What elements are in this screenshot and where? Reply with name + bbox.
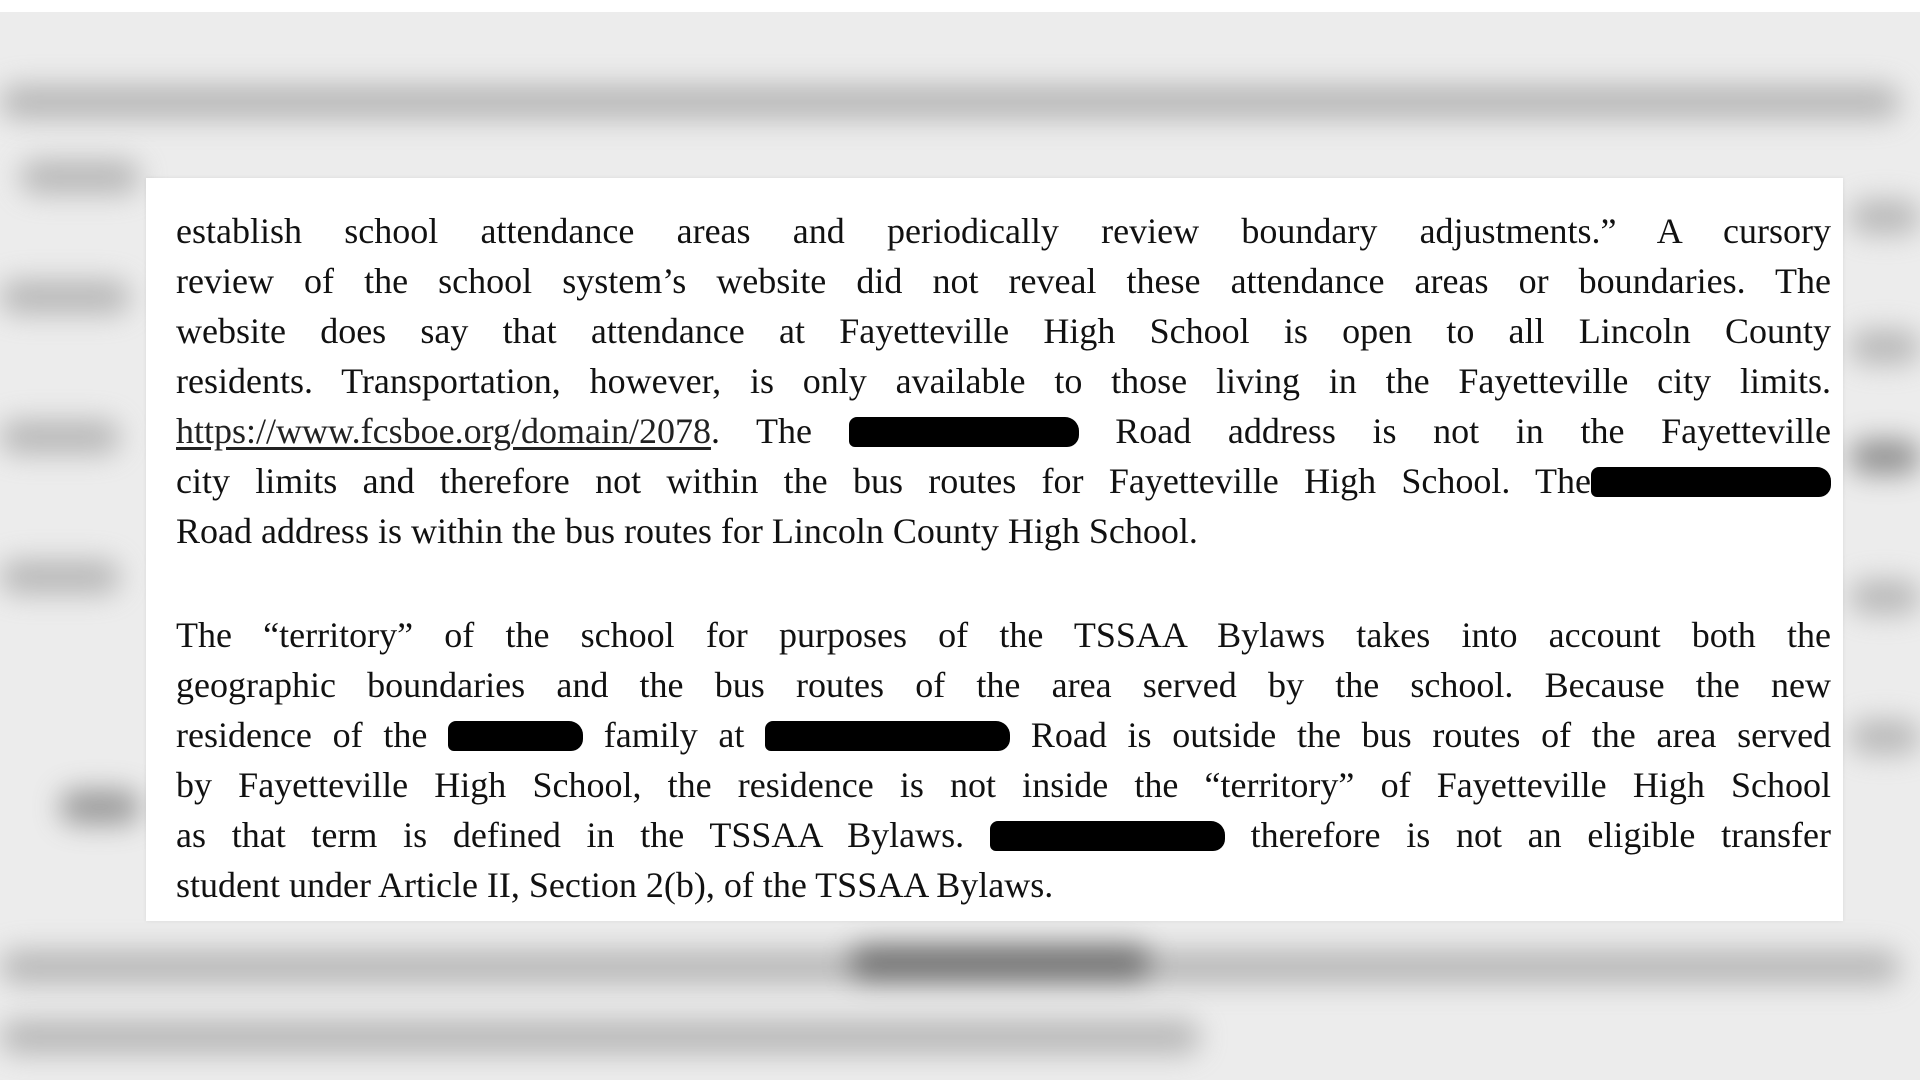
redaction-mark [765,721,1010,751]
paragraph-territory [176,610,1831,910]
text-line: residents. Transportation, however, is only available to those living in the Fayetteville city limits. [176,361,1831,401]
paragraph-attendance-areas [176,206,1831,556]
text-line: review of the school system’s website did not reveal these attendance areas or boundaries. The [176,261,1831,301]
text-line: The “territory” of the school for purposes of the TSSAA Bylaws takes into account both the [176,615,1831,655]
redaction-mark [849,417,1079,447]
text-fragment: family at [603,715,745,755]
blurred-line [0,280,130,314]
text-fragment: as that term is defined in the TSSAA Bylaws. [176,815,965,855]
text-line [176,810,1831,860]
redaction-mark [448,721,583,751]
document-excerpt [146,178,1843,921]
blurred-line [60,790,140,824]
text-fragment: therefore is not an eligible transfer [1250,815,1832,855]
text-line: by Fayetteville High School, the residence is not inside the “territory” of Fayetteville High School [176,765,1831,805]
blurred-line [0,420,120,454]
blurred-line [0,1020,1200,1054]
text-line: establish school attendance areas and periodically review boundary adjustments.” A cursory [176,211,1831,251]
blurred-line [1850,580,1920,614]
text-line: website does say that attendance at Fayetteville High School is open to all Lincoln County [176,311,1831,351]
blurred-line [0,85,1900,119]
blurred-line [1850,200,1920,234]
top-band [0,0,1920,12]
redaction-mark [1591,467,1831,497]
text-fragment: Road address is not in the Fayetteville [1115,411,1832,451]
blurred-line [1850,440,1920,474]
blurred-line [20,160,140,194]
text-line: geographic boundaries and the bus routes of the area served by the school. Because the new [176,665,1831,705]
text-line [176,456,1831,506]
text-line: Road address is within the bus routes for Lincoln County High School. [176,511,1198,551]
text-fragment: Road is outside the bus routes of the area served [1030,715,1832,755]
text-fragment: . The [710,411,812,451]
text-fragment: city limits and therefore not within the bus routes for Fayetteville High School. The [176,461,1591,501]
blurred-line [0,560,120,594]
website-link[interactable]: https://www.fcsboe.org/domain/2078 [176,411,711,451]
text-fragment: residence of the [176,715,428,755]
blurred-line [1850,330,1920,364]
text-line [176,406,1831,456]
text-line [176,710,1831,760]
blurred-line [1850,720,1920,754]
text-line: student under Article II, Section 2(b), of the TSSAA Bylaws. [176,865,1054,905]
blurred-redaction [850,945,1150,979]
redaction-mark [990,821,1225,851]
